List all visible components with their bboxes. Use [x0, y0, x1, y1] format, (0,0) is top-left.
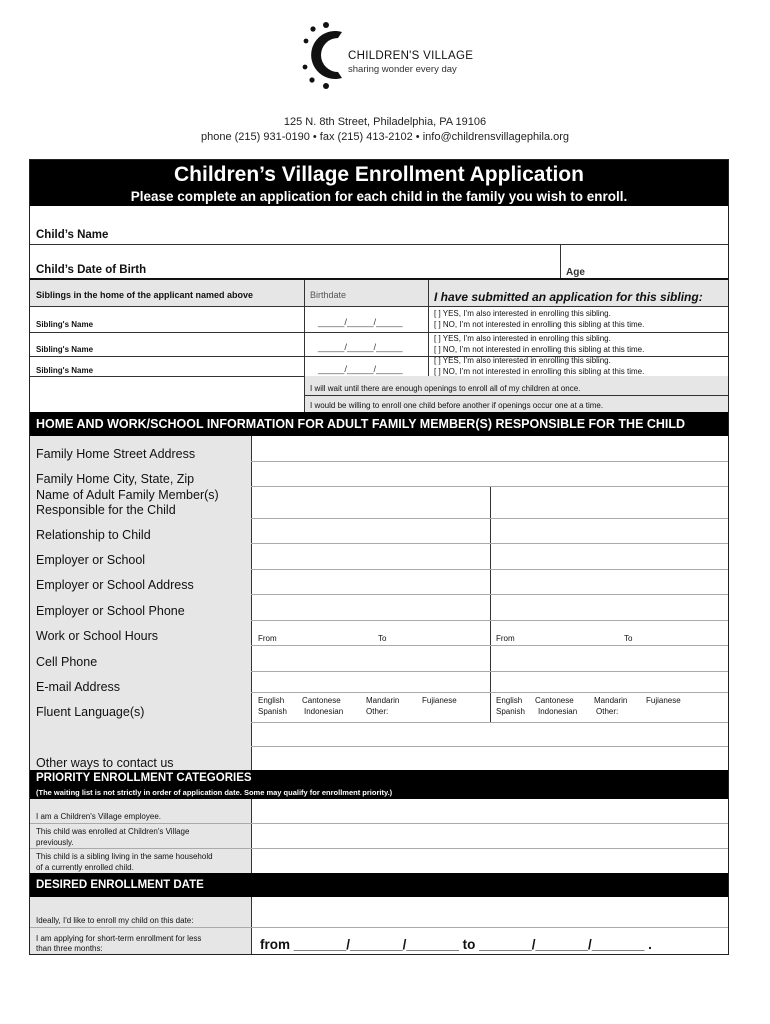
- hours-from-label: From: [496, 634, 515, 643]
- lang-cantonese[interactable]: Cantonese: [302, 696, 341, 705]
- desired-ideal-input[interactable]: [252, 897, 728, 927]
- lang-fujianese[interactable]: Fujianese: [646, 696, 681, 705]
- logo: [302, 20, 482, 90]
- email-label: E-mail Address: [36, 680, 121, 694]
- priority-sibling-label-line2: of a currently enrolled child.: [36, 863, 134, 872]
- divider: [251, 620, 728, 621]
- lang-fujianese[interactable]: Fujianese: [422, 696, 457, 705]
- lang-indonesian[interactable]: Indonesian: [304, 707, 344, 716]
- enrollment-form: [29, 159, 729, 955]
- short-term-label-line2: than three months:: [36, 944, 103, 953]
- sibling-no-option[interactable]: [ ] NO, I’m not interested in enrolling this sibling at this time.: [434, 345, 645, 354]
- divider: [304, 395, 728, 396]
- hours-to-label: To: [624, 634, 633, 643]
- adult-name-input-2[interactable]: [491, 486, 728, 518]
- org-name: CHILDREN'S VILLAGE: [348, 50, 474, 62]
- org-contact: phone (215) 931-0190 • fax (215) 413-2102 • info@childrensvillagephila.org: [200, 131, 570, 143]
- lang-cantonese[interactable]: Cantonese: [535, 696, 574, 705]
- street-input[interactable]: [252, 436, 728, 461]
- adult-label-column: [30, 436, 251, 770]
- sibling-name-label: Sibling's Name: [36, 366, 94, 375]
- employer-phone-label: Employer or School Phone: [36, 604, 185, 618]
- divider: [30, 244, 728, 245]
- hours-from-label: From: [258, 634, 277, 643]
- priority-sibling-input[interactable]: [252, 848, 728, 873]
- wait-option[interactable]: I will wait until there are enough openings to enroll all of my children at once.: [310, 384, 581, 393]
- org-tagline: sharing wonder every day: [348, 64, 457, 75]
- divider: [304, 376, 305, 412]
- child-name-label: Child’s Name: [36, 229, 109, 241]
- child-name-field[interactable]: [30, 206, 728, 244]
- adult-name-label-line2: Responsible for the Child: [36, 503, 176, 517]
- lang-spanish[interactable]: Spanish: [258, 707, 287, 716]
- divider: [560, 244, 561, 278]
- languages-label: Fluent Language(s): [36, 705, 145, 719]
- age-label: Age: [566, 267, 585, 278]
- adult-name-input-1[interactable]: [252, 486, 490, 518]
- sibling-name-label: Sibling's Name: [36, 320, 94, 329]
- sibling-name-label: Sibling's Name: [36, 345, 94, 354]
- desired-date-header: [30, 873, 728, 897]
- lang-spanish[interactable]: Spanish: [496, 707, 525, 716]
- form-subtitle: Please complete an application for each child in the family you wish to enroll.: [130, 189, 628, 204]
- employer-address-label: Employer or School Address: [36, 578, 194, 592]
- childrens-village-logo-icon: [302, 20, 348, 90]
- divider: [251, 692, 728, 693]
- sibling-no-option[interactable]: [ ] NO, I’m not interested in enrolling this sibling at this time.: [434, 320, 645, 329]
- priority-employee-label: I am a Children's Village employee.: [36, 812, 161, 821]
- email-input[interactable]: [252, 671, 728, 692]
- adult-section-header: [30, 412, 728, 436]
- short-term-label-line1: I am applying for short-term enrollment for less: [36, 934, 202, 943]
- priority-label-column: [30, 799, 251, 873]
- adult-name-label-line1: Name of Adult Family Member(s): [36, 488, 219, 502]
- cell-label: Cell Phone: [36, 655, 98, 669]
- desired-ideal-label: Ideally, I'd like to enroll my child on this date:: [36, 916, 194, 925]
- one-at-time-option[interactable]: I would be willing to enroll one child before another if openings occur one at a time.: [310, 401, 604, 410]
- divider: [30, 927, 728, 928]
- other-contact-input-1[interactable]: [252, 722, 728, 746]
- sibling-birthdate-field[interactable]: _____/_____/_____: [318, 364, 403, 375]
- birthdate-header: Birthdate: [310, 290, 347, 300]
- other-contact-label: Other ways to contact us: [36, 756, 174, 770]
- relationship-label: Relationship to Child: [36, 528, 151, 542]
- sibling-yes-option[interactable]: [ ] YES, I’m also interested in enrolling this sibling.: [434, 334, 611, 343]
- sibling-yes-option[interactable]: [ ] YES, I’m also interested in enrolling this sibling.: [434, 356, 611, 365]
- form-title: Children’s Village Enrollment Application: [174, 163, 584, 186]
- siblings-header: Siblings in the home of the applicant named above: [36, 290, 254, 300]
- street-label: Family Home Street Address: [36, 447, 196, 461]
- priority-note: (The waiting list is not strictly in order of application date. Some may qualify for enrollment priority.): [36, 788, 393, 797]
- priority-header: [30, 770, 728, 799]
- lang-indonesian[interactable]: Indonesian: [538, 707, 578, 716]
- child-dob-label: Child’s Date of Birth: [36, 264, 147, 276]
- hours-label: Work or School Hours: [36, 629, 159, 643]
- employer-input[interactable]: [252, 543, 728, 569]
- title-block: [30, 160, 728, 206]
- sibling-app-header: I have submitted an application for this sibling:: [434, 290, 703, 304]
- lang-other[interactable]: Other:: [366, 707, 389, 716]
- hours-to-label: To: [378, 634, 387, 643]
- city-label: Family Home City, State, Zip: [36, 472, 195, 486]
- lang-other[interactable]: Other:: [596, 707, 619, 716]
- cell-input[interactable]: [252, 645, 728, 671]
- other-contact-input-2[interactable]: [252, 746, 728, 770]
- priority-previous-label-line1: This child was enrolled at Children's Village: [36, 827, 190, 836]
- org-address: 125 N. 8th Street, Philadelphia, PA 19106: [283, 116, 487, 128]
- lang-mandarin[interactable]: Mandarin: [366, 696, 400, 705]
- lang-english[interactable]: English: [496, 696, 523, 705]
- priority-title: PRIORITY ENROLLMENT CATEGORIES: [36, 772, 252, 784]
- adult-section-title: HOME AND WORK/SCHOOL INFORMATION FOR ADULT FAMILY MEMBER(S) RESPONSIBLE FOR THE CHILD: [36, 417, 686, 431]
- sibling-birthdate-field[interactable]: _____/_____/_____: [318, 317, 403, 328]
- employer-label: Employer or School: [36, 553, 146, 567]
- lang-english[interactable]: English: [258, 696, 285, 705]
- employer-address-input[interactable]: [252, 569, 728, 594]
- priority-previous-input[interactable]: [252, 823, 728, 848]
- city-input[interactable]: [252, 461, 728, 486]
- desired-date-title: DESIRED ENROLLMENT DATE: [36, 879, 204, 891]
- lang-mandarin[interactable]: Mandarin: [594, 696, 628, 705]
- sibling-birthdate-field[interactable]: _____/_____/_____: [318, 342, 403, 353]
- priority-sibling-label-line1: This child is a sibling living in the same household: [36, 852, 213, 861]
- employer-phone-input[interactable]: [252, 594, 728, 620]
- relationship-input[interactable]: [252, 518, 728, 543]
- sibling-no-option[interactable]: [ ] NO, I’m not interested in enrolling this sibling at this time.: [434, 367, 645, 376]
- sibling-yes-option[interactable]: [ ] YES, I’m also interested in enrolling this sibling.: [434, 309, 611, 318]
- short-term-range-field[interactable]: from _______/_______/_______ to _______/_______/_______ .: [260, 937, 652, 952]
- priority-previous-label-line2: previously.: [36, 838, 74, 847]
- priority-employee-input[interactable]: [252, 799, 728, 823]
